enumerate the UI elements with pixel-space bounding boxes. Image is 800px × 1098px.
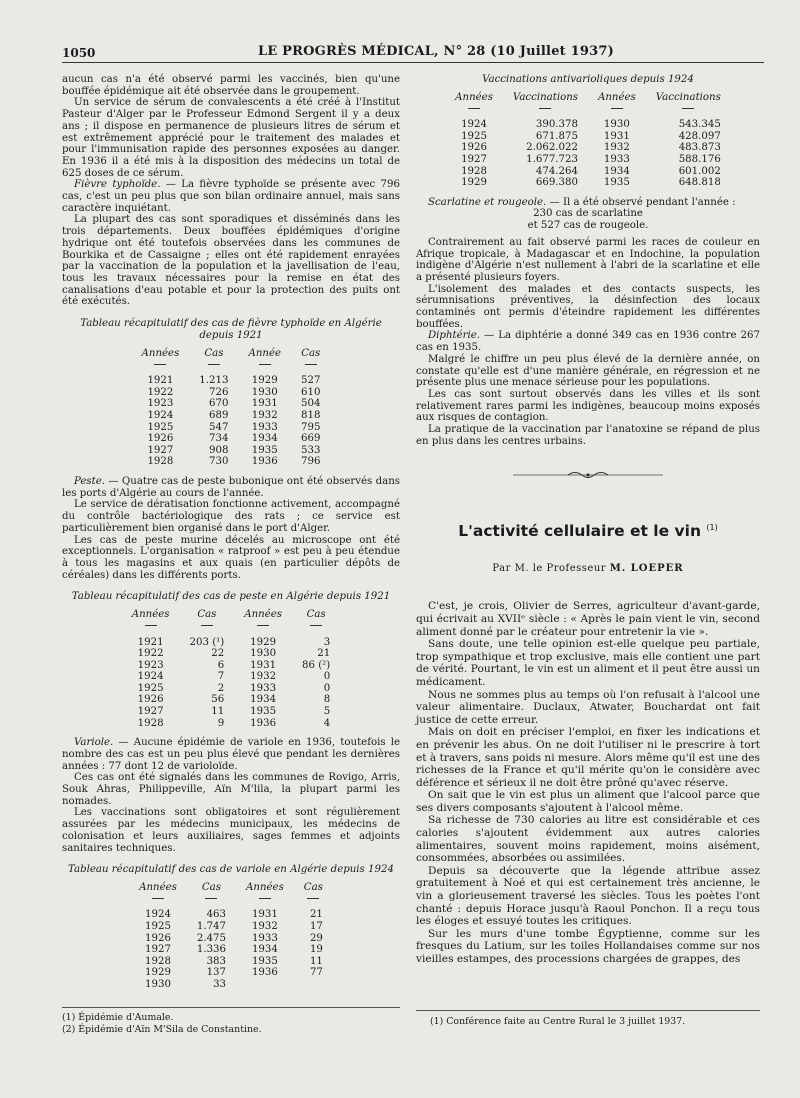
- dash-mark: [259, 364, 271, 365]
- table-cell: 86 (²): [302, 659, 331, 671]
- footnote-rule: [62, 1007, 400, 1008]
- table-cell: [236, 979, 294, 991]
- table-cell: 1935: [250, 706, 277, 718]
- case-line: 230 cas de scarlatine: [533, 208, 643, 220]
- table-caption: Tableau récapitulatif des cas de fièvre typhoïde en Algérie depuis 1921: [80, 318, 382, 342]
- table-cell: 1928: [145, 955, 171, 967]
- table-cell: 689: [209, 410, 229, 422]
- paragraph-text: — La fièvre typhoïde se présente avec 796 cas, c'est un peu plus que son bilan ordinaire annuel, mais sans caractère inquiétant.: [62, 179, 400, 214]
- table-row: [445, 131, 731, 143]
- table-cell: 1929: [145, 967, 171, 979]
- table-cell: 1924: [461, 119, 487, 131]
- table-cell: 29: [309, 932, 323, 944]
- table-cell: 1934: [250, 694, 277, 706]
- author-name: M. LOEPER: [609, 562, 684, 574]
- right-column: [416, 74, 760, 966]
- plague-table: [122, 609, 341, 729]
- paragraph: Sans doute, une telle opinion est-elle quelque peu partiale, trop sympathique et trop exclusive, mais elle contient une part de vérité. Pourtant, le vin est un aliment et il peut être aussi un médicament.: [416, 638, 760, 688]
- article-title-text: L'activité cellulaire et le vin: [458, 521, 701, 540]
- dash-mark: [205, 898, 217, 899]
- table-row: [132, 422, 331, 434]
- paragraph: Un service de sérum de convalescents a été créé à l'Institut Pasteur d'Alger par le Professeur Edmond Sergent il y a deux ans ; il dispose en permanence de plusieurs litres de sérum et est extrêmement apprécié pour le traitement des malades et pour l'immunisation rapide des personnes exposées au danger. En 1936 il a été mis à la disposition des médecins un total de 625 doses de ce sérum.: [62, 97, 400, 179]
- table-cell: 1927: [461, 153, 487, 165]
- table-cell: 22: [211, 648, 225, 660]
- section-title-peste: Peste.: [74, 476, 106, 487]
- table-cell: 1933: [251, 932, 278, 944]
- table-cell: 1934: [251, 944, 278, 956]
- table-cell: 669: [301, 433, 321, 445]
- dash-mark: [208, 364, 220, 365]
- table-cell: 0: [323, 671, 331, 683]
- table-row: [445, 142, 731, 154]
- table-cell: 203 (¹): [189, 636, 225, 648]
- table-cell: 1935: [251, 444, 278, 456]
- paragraph: Sur les murs d'une tombe Égyptienne, comme sur les fresques du Latium, sur les toiles Hollandaises comme sur nos vieilles estampes, des processions chargées de grappes, des: [416, 927, 760, 965]
- dash-mark: [307, 898, 319, 899]
- table-row: [122, 683, 341, 695]
- table-row: [129, 967, 333, 979]
- table-cell: 1934: [251, 433, 278, 445]
- table-cell: 1922: [137, 648, 164, 660]
- table-cell: 11: [309, 955, 323, 967]
- paragraph: Mais on doit en préciser l'emploi, en fixer les indications et en prévenir les abus. On ne doit l'utiliser ni le prescrire à tort et à travers, sans poids ni mesure. Alors même qu'il est une des richesses de la France et qu'il mérite qu'on le considère avec déférence et sérieux il ne doit être prôné qu'avec réserve.: [416, 726, 760, 789]
- table-row: [129, 933, 333, 945]
- table-cell: 1932: [251, 921, 278, 933]
- table-cell: 21: [317, 648, 331, 660]
- article-title: [416, 518, 760, 541]
- table-cell: 1931: [603, 130, 630, 142]
- table-cell: 1929: [250, 636, 277, 648]
- paragraph: Sa richesse de 730 calories au litre est considérable et ces calories s'ajoutent évidemment aux autres calories alimentaires, souvent moins rapidement, moins aisément, consommées, absorbées ou assimilées.: [416, 814, 760, 865]
- table-cell: 474.264: [535, 165, 578, 177]
- table-cell: 670: [209, 398, 229, 410]
- column-header: Cas: [204, 348, 224, 360]
- dash-mark: [154, 364, 166, 365]
- table-cell: 588.176: [678, 153, 721, 165]
- table-cell: 543.345: [678, 119, 721, 131]
- column-header: Années: [246, 882, 284, 894]
- dash-mark: [259, 898, 271, 899]
- table-row: [132, 398, 331, 410]
- paragraph-text: — Quatre cas de peste bubonique ont été observés dans les ports d'Algérie au cours de l'année.: [62, 476, 400, 499]
- table-cell: 11: [211, 706, 225, 718]
- paragraph: Le service de dératisation fonctionne activement, accompagné du contrôle bactériologique des rats ; ce service est particulièrement bien organisé dans le port d'Alger.: [62, 499, 400, 534]
- table-row: [132, 375, 331, 387]
- table-cell: 1928: [147, 456, 174, 468]
- table-cell: 1935: [251, 955, 278, 967]
- table-cell: 1928: [137, 717, 164, 729]
- header-dash-row: [122, 621, 341, 637]
- table-cell: 1931: [251, 909, 278, 921]
- dash-mark: [201, 625, 213, 626]
- column-header: Années: [139, 882, 177, 894]
- table-cell: 2.062.022: [526, 142, 578, 154]
- paragraph: [62, 737, 400, 772]
- dash-mark: [682, 108, 694, 109]
- footnote: (2) Épidémie d'Aïn M'Sila de Constantine.: [62, 1023, 262, 1035]
- right-footnote: (1) Conférence faite au Centre Rural le 3 juillet 1937.: [430, 1016, 686, 1027]
- typhoid-table: [132, 348, 331, 468]
- column-header: Cas: [306, 609, 326, 621]
- table-cell: 1923: [137, 659, 164, 671]
- header-dash-row: [132, 360, 331, 376]
- paragraph: Nous ne sommes plus au temps où l'on refusait à l'alcool une valeur alimentaire. Duclaux, Atwater, Bouchardat ont fait justice de cette erreur.: [416, 688, 760, 726]
- table-row: [132, 445, 331, 457]
- table-cell: 1922: [147, 386, 174, 398]
- table-cell: 669.380: [535, 177, 578, 189]
- table-cell: 428.097: [678, 130, 721, 142]
- paragraph-text: — Aucune épidémie de variole en 1936, toutefois le nombre des cas est un peu plus élevé que pendant les dernières années : 77 dont 12 de varioloïde.: [62, 737, 400, 772]
- section-title-scarlatine: Scarlatine et rougeole.: [428, 196, 547, 208]
- table-cell: 1928: [461, 165, 487, 177]
- table-cell: 1933: [250, 682, 277, 694]
- table-cell: 1921: [147, 375, 174, 387]
- column-header: Vaccinations: [512, 92, 578, 103]
- column-header: Cas: [201, 882, 221, 894]
- table-row: [122, 637, 341, 649]
- table-cell: 1927: [137, 706, 164, 718]
- left-column: [62, 74, 400, 991]
- table-row: [132, 433, 331, 445]
- paragraph: La pratique de la vaccination par l'anatoxine se répand de plus en plus dans les centres urbains.: [416, 424, 760, 447]
- table-cell: 1930: [145, 979, 171, 991]
- table-cell: 19: [309, 944, 323, 956]
- vaccination-table: [445, 92, 731, 189]
- table-cell: 726: [209, 386, 229, 398]
- table-cell: 1926: [137, 694, 164, 706]
- table-cell: 1930: [250, 648, 277, 660]
- section-title-variole: Variole.: [74, 737, 114, 749]
- table-cell: 1936: [251, 967, 278, 979]
- table-cell: 1926: [147, 433, 174, 445]
- table-cell: 17: [309, 921, 323, 933]
- table-cell: 1935: [603, 177, 630, 189]
- table-cell: 9: [217, 717, 225, 729]
- paragraph: [416, 330, 760, 353]
- page-number: 1050: [62, 46, 96, 60]
- table-caption: Tableau récapitulatif des cas de peste en Algérie depuis 1921: [71, 591, 391, 603]
- table-row: [122, 706, 341, 718]
- paragraph: Depuis sa découverte que la légende attribue assez gratuitement à Noé et qui est certainement très ancienne, le vin a glorieusement traversé les siècles. Tous les poètes l'ont chanté : depuis Horace jusqu'à Raoul Ponchon. Il a reçu tous les éloges et essuyé toutes les critiques.: [416, 864, 760, 928]
- table-cell: 483.873: [678, 142, 721, 154]
- table-cell: 1925: [461, 130, 487, 142]
- table-header-row: [132, 348, 331, 360]
- footnote-rule: [416, 1010, 760, 1011]
- column-header: Années: [141, 348, 180, 360]
- table-cell: 1.213: [199, 375, 229, 387]
- table-cell: 1933: [251, 421, 278, 433]
- table-row: [132, 456, 331, 468]
- dash-mark: [468, 108, 480, 109]
- table-row: [129, 956, 333, 968]
- dash-mark: [611, 108, 623, 109]
- dash-mark: [152, 898, 164, 899]
- dash-mark: [257, 625, 269, 626]
- table-cell: 601.002: [678, 165, 721, 177]
- table-cell: 463: [206, 909, 227, 921]
- table-cell: 1936: [251, 456, 278, 468]
- table-row: [129, 979, 333, 991]
- table-cell: 3: [323, 636, 331, 648]
- table-cell: 1931: [250, 659, 277, 671]
- dash-mark: [539, 108, 551, 109]
- header-rule: [62, 62, 764, 63]
- column-header: Années: [598, 92, 636, 103]
- table-cell: 1924: [145, 909, 171, 921]
- table-cell: 1930: [603, 119, 630, 131]
- paragraph-text: — Il a été observé pendant l'année :: [546, 196, 736, 208]
- table-row: [122, 718, 341, 730]
- column-header: Années: [244, 609, 282, 621]
- table-cell: 1921: [137, 636, 164, 648]
- column-header: Cas: [301, 348, 321, 360]
- table-cell: 1929: [251, 375, 278, 387]
- table-cell: 1929: [461, 177, 487, 189]
- table-cell: 1924: [147, 410, 174, 422]
- table-cell: 1.336: [196, 944, 227, 956]
- table-cell: 1.747: [196, 921, 227, 933]
- column-header: Cas: [197, 609, 217, 621]
- paragraph: [416, 197, 760, 209]
- table-cell: 1932: [251, 410, 278, 422]
- table-cell: [294, 979, 333, 991]
- paragraph: Les vaccinations sont obligatoires et sont régulièrement assurées par les médecins municipaux, les médecins de colonisation et leurs auxiliaires, sages femmes et adjoints sanitaires techniques.: [62, 807, 400, 854]
- dash-mark: [310, 625, 322, 626]
- table-cell: 1934: [603, 165, 630, 177]
- table-cell: 796: [301, 456, 321, 468]
- table-cell: 1932: [603, 142, 630, 154]
- paragraph: Contrairement au fait observé parmi les races de couleur en Afrique tropicale, à Madagascar et en Indochine, la population indigène d'Algérie n'est nullement à l'abri de la scarlatine et elle a présenté plusieurs foyers.: [416, 236, 760, 283]
- ornament-divider-icon: [513, 470, 663, 480]
- section-title-typhoide: Fièvre typhoïde.: [74, 179, 161, 191]
- table-cell: 1926: [461, 142, 487, 154]
- header-dash-row: [445, 104, 731, 120]
- table-cell: 6: [217, 659, 225, 671]
- table-cell: 734: [209, 433, 229, 445]
- table-cell: 21: [309, 909, 323, 921]
- table-cell: 527: [301, 375, 321, 387]
- paragraph: aucun cas n'a été observé parmi les vaccinés, bien qu'une bouffée épidémique ait été observée dans le groupement.: [62, 74, 400, 97]
- paragraph: [62, 179, 400, 214]
- case-line: et 527 cas de rougeole.: [527, 220, 649, 232]
- table-cell: 547: [209, 421, 229, 433]
- article-title-note: (1): [706, 522, 718, 532]
- paragraph: Les cas sont surtout observés dans les villes et ils sont relativement rares parmi les indigènes, beaucoup moins exposés aux risques de contagion.: [416, 389, 760, 424]
- table-cell: 908: [209, 444, 229, 456]
- table-cell: 648.818: [678, 177, 721, 189]
- table-row: [445, 166, 731, 178]
- table-cell: 390.378: [535, 119, 578, 131]
- paragraph: [62, 476, 400, 499]
- table-row: [129, 909, 333, 921]
- table-cell: 1927: [147, 444, 174, 456]
- table-cell: 1924: [137, 671, 164, 683]
- table-header-row: [129, 882, 333, 894]
- byline-prefix: Par M. le Professeur: [492, 562, 607, 574]
- table-cell: 1923: [147, 398, 174, 410]
- table-cell: 1927: [145, 944, 171, 956]
- table-row: [122, 648, 341, 660]
- page-header: [0, 38, 800, 60]
- table-cell: 137: [206, 967, 227, 979]
- table-cell: 795: [301, 421, 321, 433]
- left-footnotes: [62, 1012, 400, 1035]
- column-header: Années: [131, 609, 170, 621]
- smallpox-table: [129, 882, 333, 990]
- table-caption: Tableau récapitulatif des cas de variole en Algérie depuis 1924: [68, 864, 394, 876]
- journal-title: LE PROGRÈS MÉDICAL, N° 28 (10 Juillet 1937): [258, 44, 614, 59]
- table-cell: 0: [323, 682, 331, 694]
- table-cell: 1936: [250, 717, 277, 729]
- table-cell: 1.677.723: [526, 153, 578, 165]
- table-header-row: [122, 609, 341, 621]
- table-row: [445, 119, 731, 131]
- table-cell: 1925: [137, 682, 164, 694]
- column-header: Année: [248, 348, 282, 360]
- table-cell: 1925: [145, 921, 171, 933]
- column-header: Années: [455, 92, 493, 103]
- table-caption: Vaccinations antivarioliques depuis 1924: [482, 74, 694, 85]
- table-cell: 33: [213, 979, 227, 991]
- table-cell: 1933: [603, 153, 630, 165]
- table-row: [122, 694, 341, 706]
- table-row: [445, 177, 731, 189]
- table-cell: 533: [301, 444, 321, 456]
- table-row: [445, 154, 731, 166]
- paragraph: On sait que le vin est plus un aliment que l'alcool parce que ses divers composants s'ajoutent à l'alcool même.: [416, 789, 760, 814]
- paragraph-text: — La diphtérie a donné 349 cas en 1936 contre 267 cas en 1935.: [416, 330, 760, 354]
- dash-mark: [305, 364, 317, 365]
- table-row: [122, 660, 341, 672]
- table-cell: 1931: [251, 398, 278, 410]
- paragraph: Les cas de peste murine décelés au microscope ont été exceptionnels. L'organisation « ratproof » est peu à peu étendue à tous les magasins et aux quais (en particulier dépôts de céréales) dans les différents ports.: [62, 534, 400, 581]
- table-cell: 4: [323, 717, 331, 729]
- byline: [416, 563, 760, 575]
- table-cell: 1932: [250, 671, 277, 683]
- table-cell: 383: [206, 955, 227, 967]
- article-body: [416, 600, 760, 965]
- paragraph: Ces cas ont été signalés dans les communes de Rovigo, Arris, Souk Ahras, Philippeville, Aïn M'lila, la plupart parmi les nomades.: [62, 772, 400, 807]
- table-row: [132, 387, 331, 399]
- table-header-row: [445, 92, 731, 104]
- table-cell: 671.875: [535, 130, 578, 142]
- table-row: [129, 944, 333, 956]
- table-cell: 77: [309, 967, 323, 979]
- paragraph: La plupart des cas sont sporadiques et disséminés dans les trois départements. Deux bouffées épidémiques d'origine hydrique ont été toutefois observées dans les communes de Bourkika et de Cassaigne ; elles ont été rapidement enrayées par la vaccination de la population et la javellisation de l'eau, tous les travaux nécessaires pour la remise en état des canalisations d'eau potable et pour la protection des puits ont été exécutés.: [62, 214, 400, 308]
- table-cell: 610: [301, 386, 321, 398]
- table-cell: 5: [323, 706, 331, 718]
- paragraph: L'isolement des malades et des contacts suspects, les sérumnisations préventives, la désinfection des locaux contaminés ont permis d'éteindre rapidement les différentes bouffées.: [416, 283, 760, 330]
- table-cell: 2.475: [196, 932, 227, 944]
- table-cell: 1925: [147, 421, 174, 433]
- table-row: [122, 671, 341, 683]
- dash-mark: [145, 625, 157, 626]
- table-cell: 504: [301, 398, 321, 410]
- table-cell: 2: [217, 682, 225, 694]
- footnote: (1) Épidémie d'Aumale.: [62, 1012, 174, 1023]
- section-title-diphterie: Diphtérie.: [428, 330, 481, 342]
- paragraph: Malgré le chiffre un peu plus élevé de la dernière année, on constate qu'elle est d'une manière générale, en régression et ne présente plus une menace sérieuse pour les populations.: [416, 353, 760, 389]
- paragraph: C'est, je crois, Olivier de Serres, agriculteur d'avant-garde, qui écrivait au XVIIᵉ siècle : « Après le pain vient le vin, second aliment donné par le créateur pour entretenir la vie ».: [416, 600, 760, 638]
- header-dash-row: [129, 894, 333, 910]
- table-cell: 7: [217, 671, 225, 683]
- table-cell: 56: [211, 694, 225, 706]
- column-header: Cas: [303, 882, 323, 894]
- table-cell: 730: [209, 456, 229, 468]
- table-cell: 818: [301, 410, 321, 422]
- table-cell: 1926: [145, 932, 171, 944]
- column-header: Vaccinations: [655, 92, 721, 103]
- table-cell: 8: [323, 694, 331, 706]
- table-row: [132, 410, 331, 422]
- table-row: [129, 921, 333, 933]
- table-cell: 1930: [251, 386, 278, 398]
